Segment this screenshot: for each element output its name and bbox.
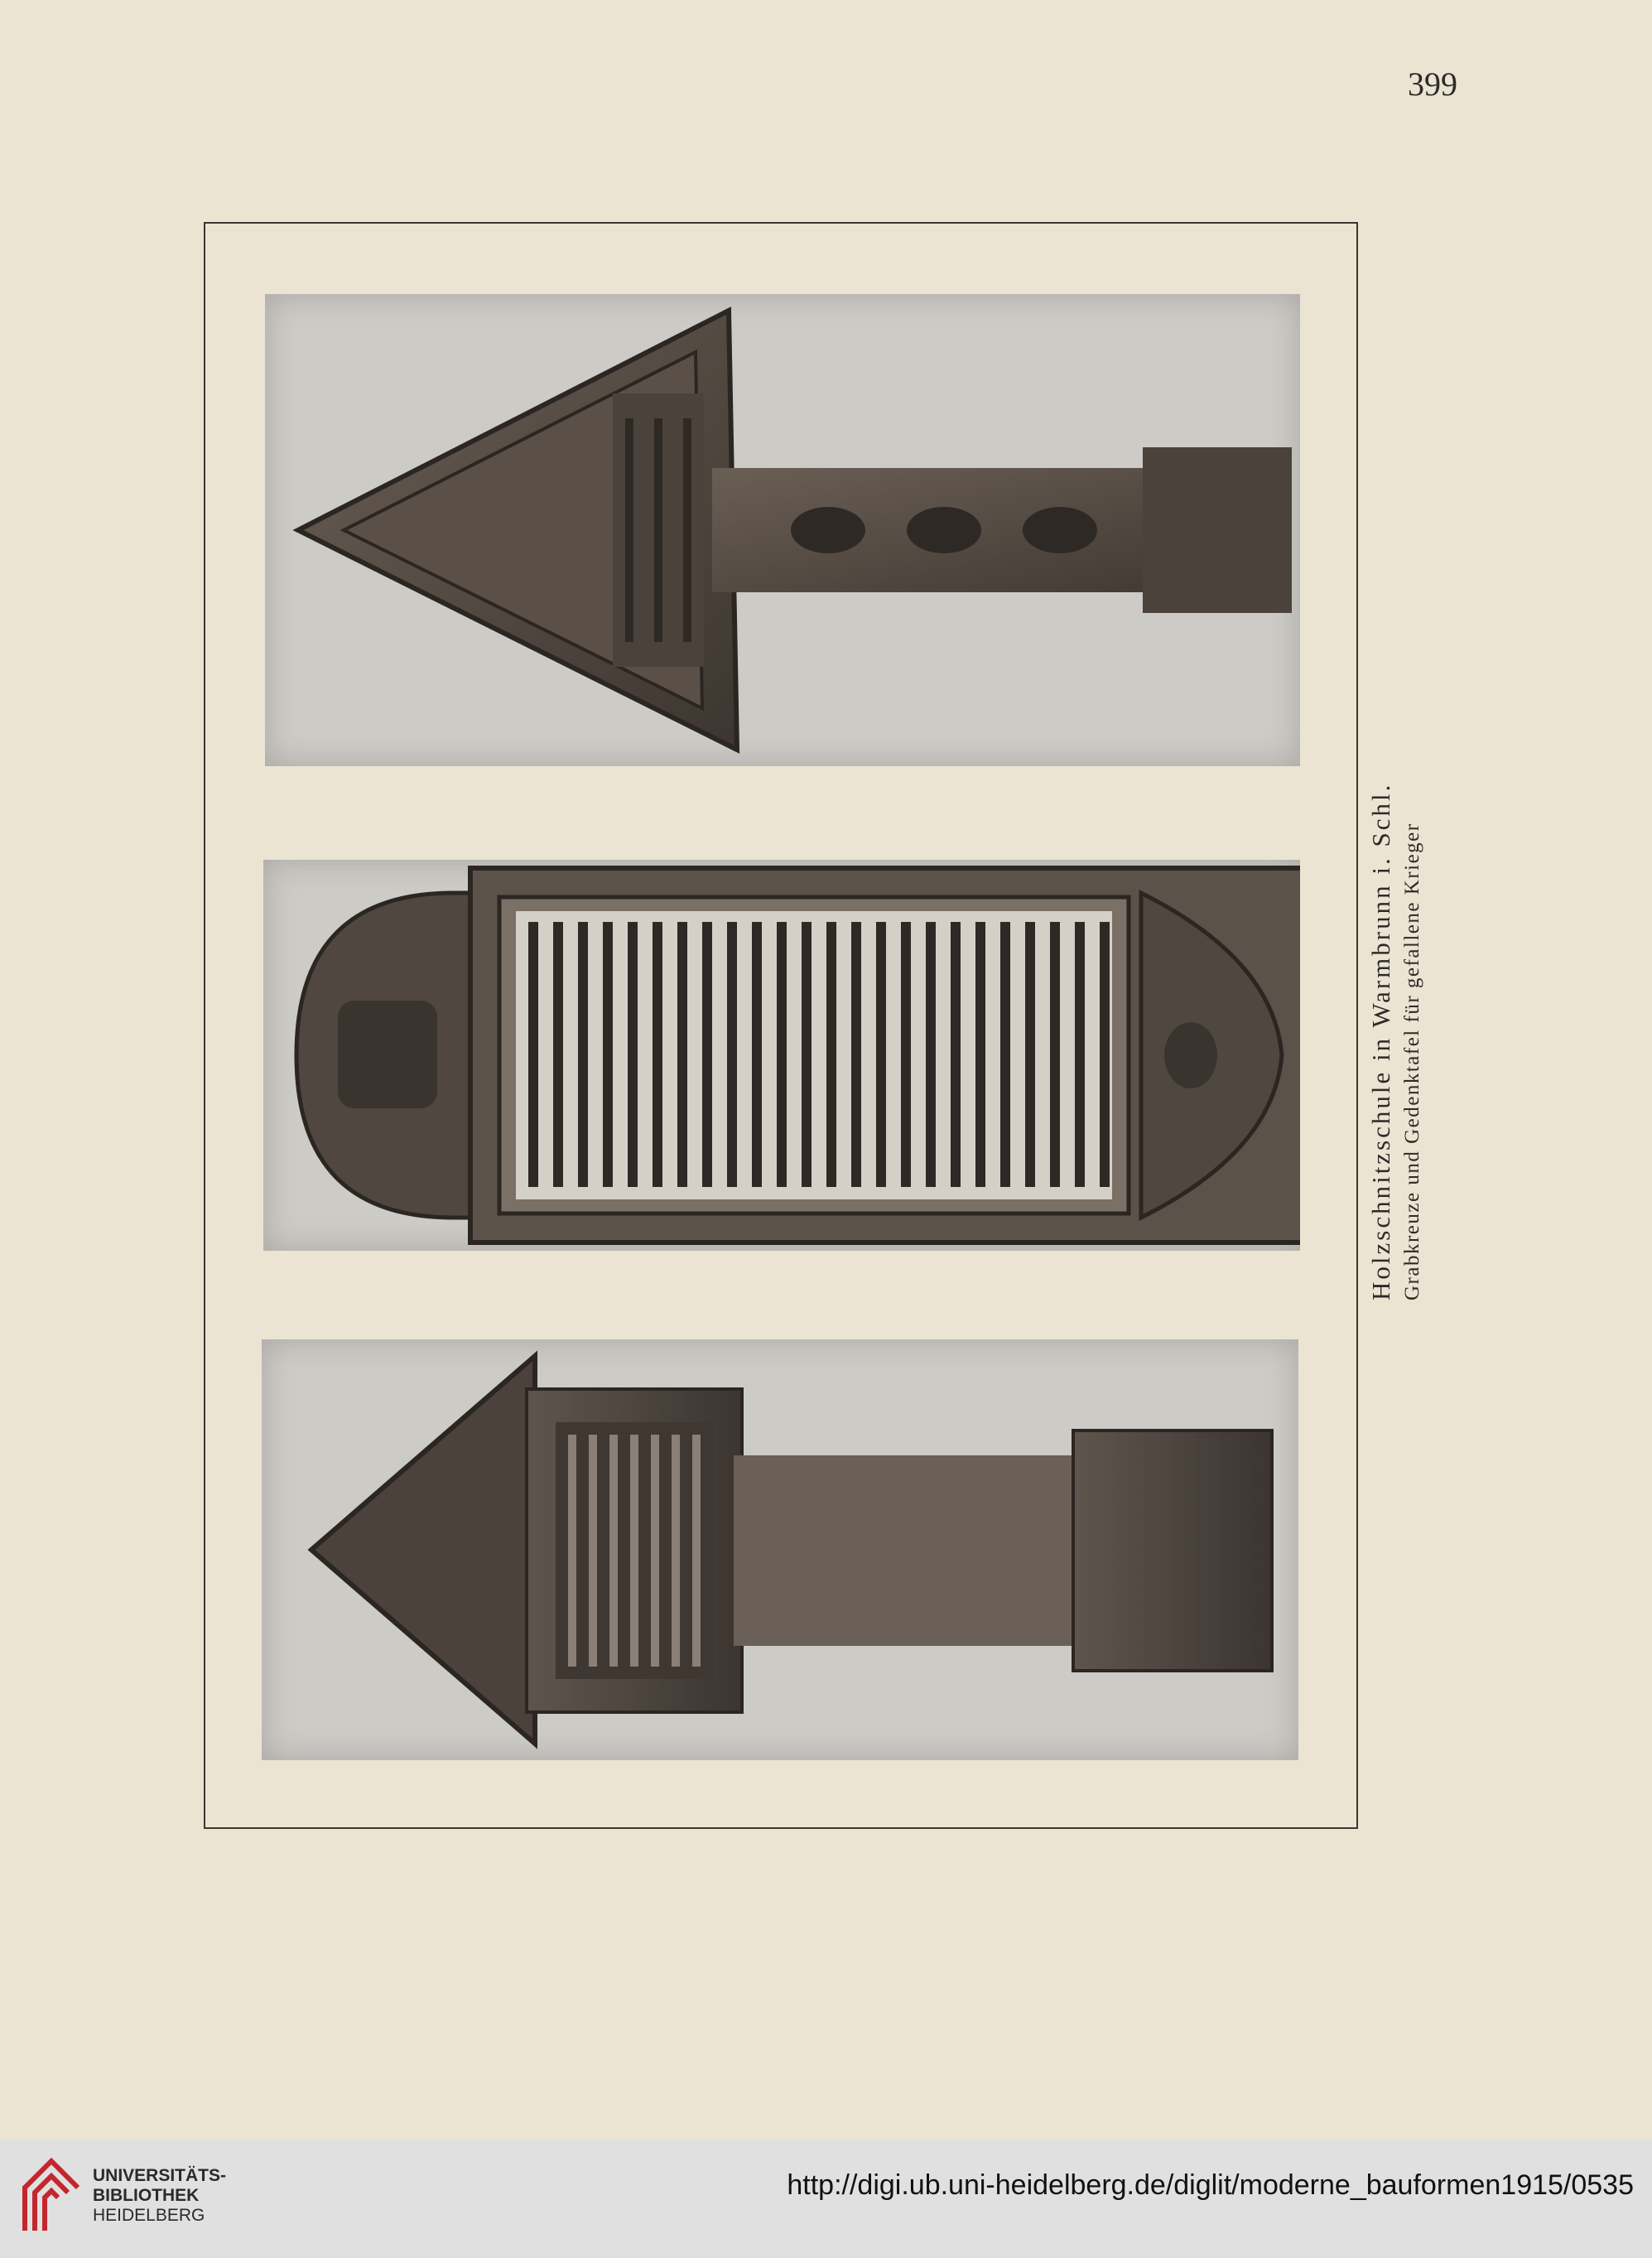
page-number: 399 (1408, 65, 1457, 103)
photo-triangular-grave-cross (265, 294, 1300, 766)
library-line-3: HEIDELBERG (93, 2206, 205, 2225)
plate-caption (1366, 783, 1424, 1300)
photo-memorial-tablet (263, 860, 1300, 1251)
permalink-url[interactable]: http://digi.ub.uni-heidelberg.de/diglit/moderne_bauformen1915/0535 (787, 2169, 1634, 2201)
caption-title: Holzschnitzschule in Warmbrunn i. Schl. (1366, 782, 1395, 1300)
library-line-2: BIBLIOTHEK (93, 2186, 200, 2205)
digitization-footer (0, 2140, 1652, 2258)
library-line-1: UNIVERSITÄTS- (93, 2166, 227, 2185)
ub-heidelberg-logo-icon (18, 2154, 83, 2237)
caption-subtitle: Grabkreuze und Gedenktafel für gefallene Krieger (1401, 823, 1423, 1300)
photo-gabled-grave-cross (262, 1339, 1298, 1760)
library-name[interactable] (93, 2166, 226, 2226)
